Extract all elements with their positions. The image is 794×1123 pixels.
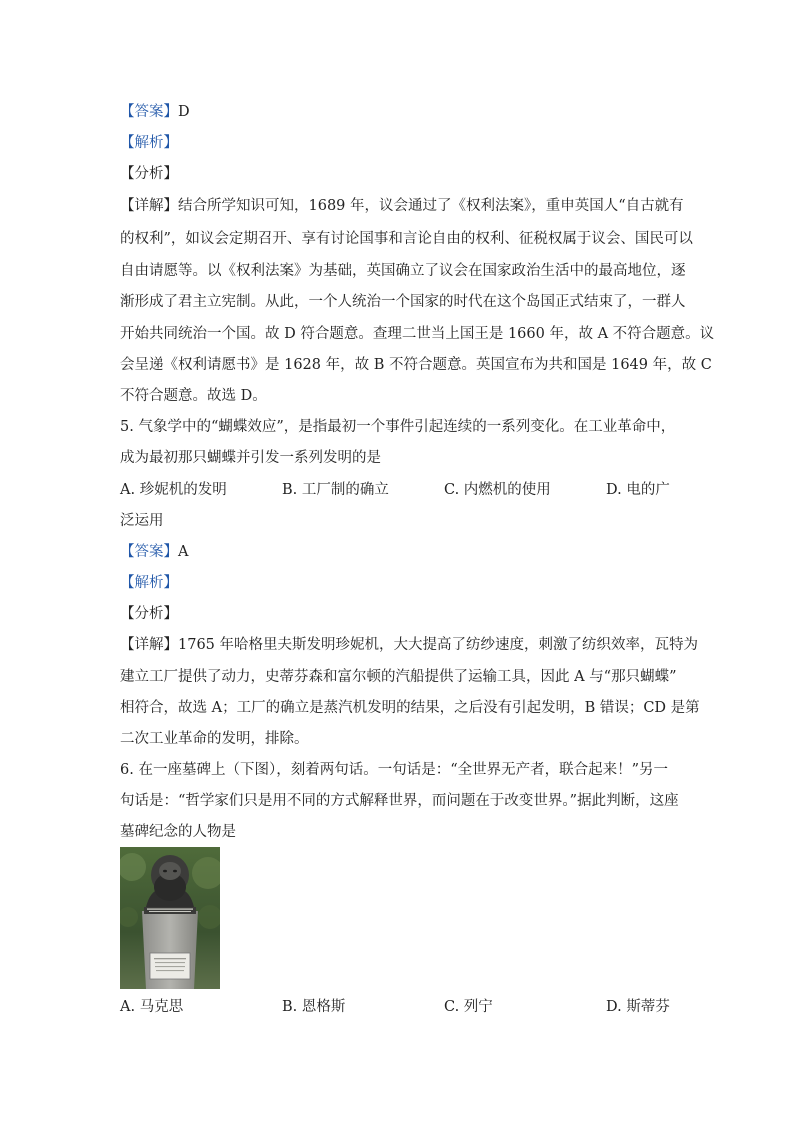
q4-detail-line: 的权利”，如议会定期召开、享有讨论国事和言论自由的权利、征税权属于议会、国民可以 bbox=[120, 231, 693, 247]
q6-stem-line: 墓碑纪念的人物是 bbox=[120, 824, 236, 840]
q5-detail-line: 相符合，故选 A；工厂的确立是蒸汽机发明的结果，之后没有引起发明，B 错误；CD 是第 bbox=[120, 700, 700, 716]
q6-option-c: C. 列宁 bbox=[444, 999, 493, 1015]
q4-detail-line: 开始共同统治一个国。故 D 符合题意。查理二世当上国王是 1660 年，故 A 不符合题意。议 bbox=[120, 326, 715, 342]
q5-option-d-overflow: 泛运用 bbox=[120, 513, 164, 529]
q5-answer-line bbox=[120, 542, 680, 562]
q6-stem-line: 6. 在一座墓碑上（下图），刻着两句话。一句话是：“全世界无产者，联合起来！”另一 bbox=[120, 762, 669, 778]
q5-detail-line: 二次工业革命的发明，排除。 bbox=[120, 731, 309, 747]
q4-detail-line: 渐形成了君主立宪制。从此，一个人统治一个国家的时代在这个岛国正式结束了，一群人 bbox=[120, 294, 686, 310]
detail-label: 【详解】 bbox=[120, 637, 178, 653]
q5-stem-line: 成为最初那只蝴蝶并引发一系列发明的是 bbox=[120, 450, 381, 466]
q6-option-a: A. 马克思 bbox=[120, 999, 184, 1015]
tombstone-photo bbox=[120, 847, 220, 989]
q4-answer-line bbox=[120, 102, 680, 122]
answer-label: 【答案】 bbox=[120, 544, 178, 560]
q4-detail-line: 会呈递《权利请愿书》是 1628 年，故 B 不符合题意。英国宣布为共和国是 1649 年，故 C bbox=[120, 357, 712, 373]
q5-detail-line: 建立工厂提供了动力，史蒂芬森和富尔顿的汽船提供了运输工具，因此 A 与“那只蝴蝶” bbox=[120, 669, 677, 685]
q5-option-c: C. 内燃机的使用 bbox=[444, 482, 551, 498]
q5-stem-line: 5. 气象学中的“蝴蝶效应”，是指最初一个事件引起连续的一系列变化。在工业革命中， bbox=[120, 419, 676, 435]
q6-option-d: D. 斯蒂芬 bbox=[606, 999, 670, 1015]
q5-answer-value: A bbox=[178, 544, 189, 560]
q4-detail-line: 不符合题意。故选 D。 bbox=[120, 388, 267, 404]
q4-analysis-label: 【解析】 bbox=[120, 135, 178, 151]
q5-analysis-label: 【解析】 bbox=[120, 575, 178, 591]
q5-option-a: A. 珍妮机的发明 bbox=[120, 482, 227, 498]
q5-option-b: B. 工厂制的确立 bbox=[282, 482, 389, 498]
q4-detail-line: 自由请愿等。以《权利法案》为基础，英国确立了议会在国家政治生活中的最高地位，逐 bbox=[120, 263, 686, 279]
answer-label: 【答案】 bbox=[120, 104, 178, 120]
q5-breakdown-label: 【分析】 bbox=[120, 606, 178, 622]
q4-detail-line: 【详解】结合所学知识可知，1689 年，议会通过了《权利法案》，重申英国人“自古就有 bbox=[120, 198, 684, 214]
q4-answer-value: D bbox=[178, 104, 190, 120]
q4-breakdown-label: 【分析】 bbox=[120, 166, 178, 182]
detail-label: 【详解】 bbox=[120, 198, 178, 214]
q5-detail-line: 【详解】1765 年哈格里夫斯发明珍妮机，大大提高了纺纱速度，刺激了纺织效率，瓦特为 bbox=[120, 637, 699, 653]
q5-option-d: D. 电的广 bbox=[606, 482, 670, 498]
q6-stem-line: 句话是：“哲学家们只是用不同的方式解释世界，而问题在于改变世界。”据此判断，这座 bbox=[120, 793, 679, 809]
q6-option-b: B. 恩格斯 bbox=[282, 999, 346, 1015]
